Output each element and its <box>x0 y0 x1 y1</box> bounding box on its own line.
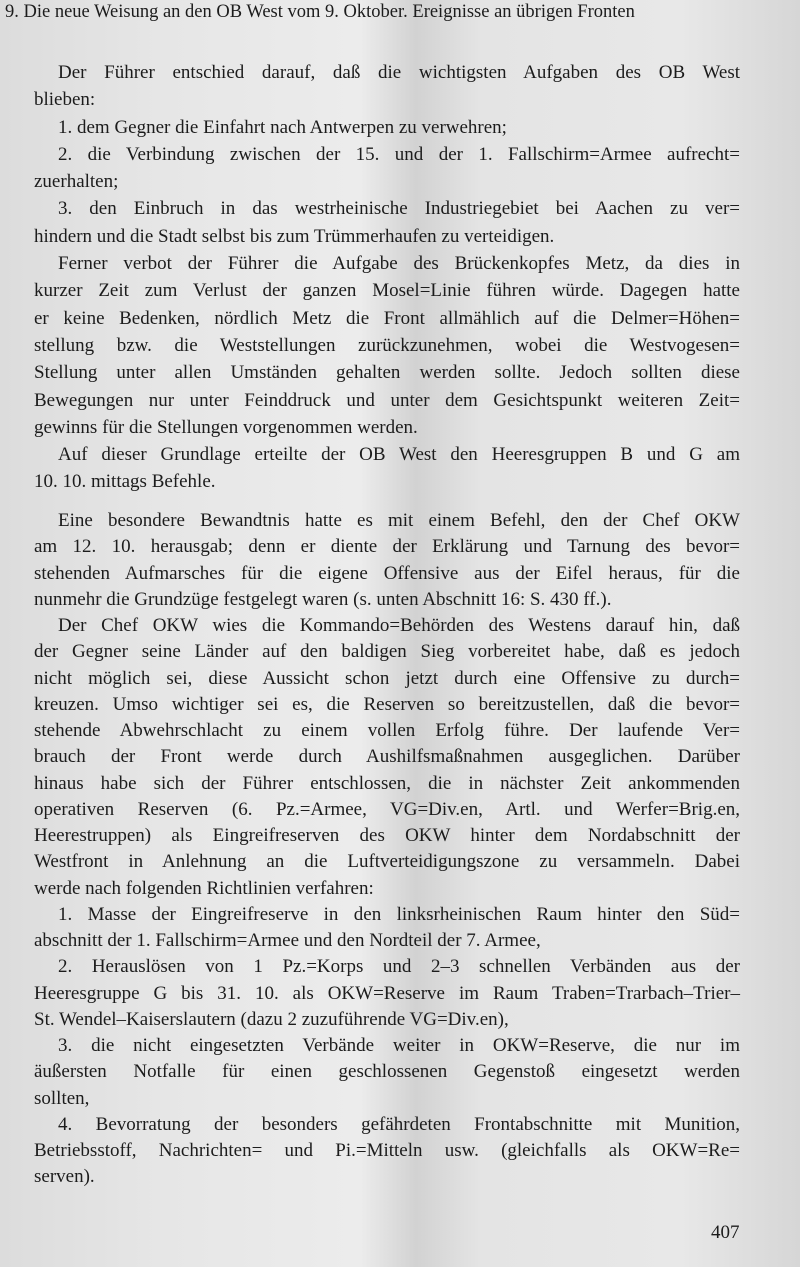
paragraph <box>34 1033 740 1112</box>
text-line: Betriebsstoff, Nachrichten= und Pi.=Mitteln usw. (gleichfalls als OKW=Re= <box>34 1140 740 1161</box>
text-line: sollten, <box>34 1087 90 1109</box>
text-line: 3. den Einbruch in das westrheinische Industriegebiet bei Aachen zu ver= <box>58 198 740 220</box>
text-line: Der Chef OKW wies die Kommando=Behörden des Westens darauf hin, daß <box>58 615 740 636</box>
text-line: Stellung unter allen Umständen gehalten werden sollte. Jedoch sollten diese <box>34 362 740 384</box>
text-section-2 <box>34 508 740 1191</box>
paragraph <box>34 508 740 613</box>
paragraph <box>34 954 740 1033</box>
text-line: 1. Masse der Eingreifreserve in den linksrheinischen Raum hinter den Süd= <box>58 903 740 925</box>
text-line: stehende Abwehrschlacht zu einem vollen Erfolg führe. Der laufende Ver= <box>34 720 740 741</box>
text-line: operativen Reserven (6. Pz.=Armee, VG=Div.en, Artl. und Werfer=Brig.en, <box>34 798 740 820</box>
paragraph <box>34 441 740 496</box>
text-line: kurzer Zeit zum Verlust der ganzen Mosel=Linie führen würde. Dagegen hatte <box>34 280 740 302</box>
paragraph <box>34 195 740 250</box>
text-line: Ferner verbot der Führer die Aufgabe des Brückenkopfes Metz, da dies in <box>58 253 740 275</box>
text-line: stehenden Aufmarsches für die eigene Offensive aus der Eifel heraus, für die <box>34 562 740 584</box>
paragraph <box>34 613 740 902</box>
text-section-1 <box>34 59 740 496</box>
text-line: Westfront in Anlehnung an die Luftverteidigungszone zu versammeln. Dabei <box>34 851 740 873</box>
text-line: serven). <box>34 1166 95 1188</box>
running-header: 9. Die neue Weisung an den OB West vom 9. Oktober. Ereignisse an übrigen Fronten <box>5 2 635 22</box>
text-line: 1. dem Gegner die Einfahrt nach Antwerpen zu verwehren; <box>58 116 507 138</box>
paragraph <box>34 250 740 441</box>
text-line: der Gegner seine Länder auf den baldigen Sieg vorbereitet habe, daß es jedoch <box>34 641 740 663</box>
text-line: äußersten Notfalle für einen geschlossenen Gegenstoß eingesetzt werden <box>34 1061 740 1083</box>
text-line: Eine besondere Bewandtnis hatte es mit einem Befehl, den der Chef OKW <box>58 510 740 531</box>
text-line: 2. Herauslösen von 1 Pz.=Korps und 2–3 schnellen Verbänden aus der <box>58 956 740 978</box>
text-line: nicht möglich sei, diese Aussicht schon jetzt durch eine Offensive zu durch= <box>34 667 740 689</box>
text-line: werde nach folgenden Richtlinien verfahren: <box>34 877 374 899</box>
text-line: Heeresgruppe G bis 31. 10. als OKW=Reserve im Raum Traben=Trarbach–Trier– <box>34 982 740 1004</box>
text-line: abschnitt der 1. Fallschirm=Armee und den Nordteil der 7. Armee, <box>34 930 541 951</box>
text-line: 3. die nicht eingesetzten Verbände weiter in OKW=Reserve, die nur im <box>58 1035 740 1056</box>
text-line: St. Wendel–Kaiserslautern (dazu 2 zuzuführende VG=Div.en), <box>34 1008 509 1030</box>
paragraph <box>34 902 740 955</box>
text-line: hindern und die Stadt selbst bis zum Trümmerhaufen zu verteidigen. <box>34 225 555 247</box>
text-line: gewinns für die Stellungen vorgenommen werden. <box>34 416 418 438</box>
text-line: Auf dieser Grundlage erteilte der OB West den Heeresgruppen B und G am <box>58 444 740 466</box>
text-line: kreuzen. Umso wichtiger sei es, die Reserven so bereitzustellen, daß die bevor= <box>34 693 740 715</box>
text-line: 2. die Verbindung zwischen der 15. und der 1. Fallschirm=Armee aufrecht= <box>58 143 740 165</box>
text-line: 4. Bevorratung der besonders gefährdeten Frontabschnitte mit Munition, <box>58 1113 740 1135</box>
text-line: zuerhalten; <box>34 171 119 193</box>
text-line: Bewegungen nur unter Feinddruck und unter dem Gesichtspunkt weiteren Zeit= <box>34 389 740 411</box>
text-line: er keine Bedenken, nördlich Metz die Front allmählich auf die Delmer=Höhen= <box>34 307 740 329</box>
text-line: Heerestruppen) als Eingreifreserven des OKW hinter dem Nordabschnitt der <box>34 825 740 846</box>
text-line: Der Führer entschied darauf, daß die wichtigsten Aufgaben des OB West <box>58 62 740 83</box>
paragraph <box>34 1112 740 1191</box>
text-line: stellung bzw. die Weststellungen zurückzunehmen, wobei die Westvogesen= <box>34 334 740 356</box>
text-line: nunmehr die Grundzüge festgelegt waren (s. unten Abschnitt 16: S. 430 ff.). <box>34 588 612 610</box>
paragraph <box>34 114 740 141</box>
page-number: 407 <box>711 1222 740 1243</box>
paragraph <box>34 141 740 196</box>
text-line: am 12. 10. herausgab; denn er diente der Erklärung und Tarnung des bevor= <box>34 536 740 558</box>
text-line: 10. 10. mittags Befehle. <box>34 471 216 493</box>
text-line: hinaus habe sich der Führer entschlossen, die in nächster Zeit ankommenden <box>34 772 740 794</box>
text-line: brauch der Front werde durch Aushilfsmaßnahmen ausgeglichen. Darüber <box>34 746 740 768</box>
paragraph <box>34 59 740 114</box>
text-line: blieben: <box>34 89 96 111</box>
